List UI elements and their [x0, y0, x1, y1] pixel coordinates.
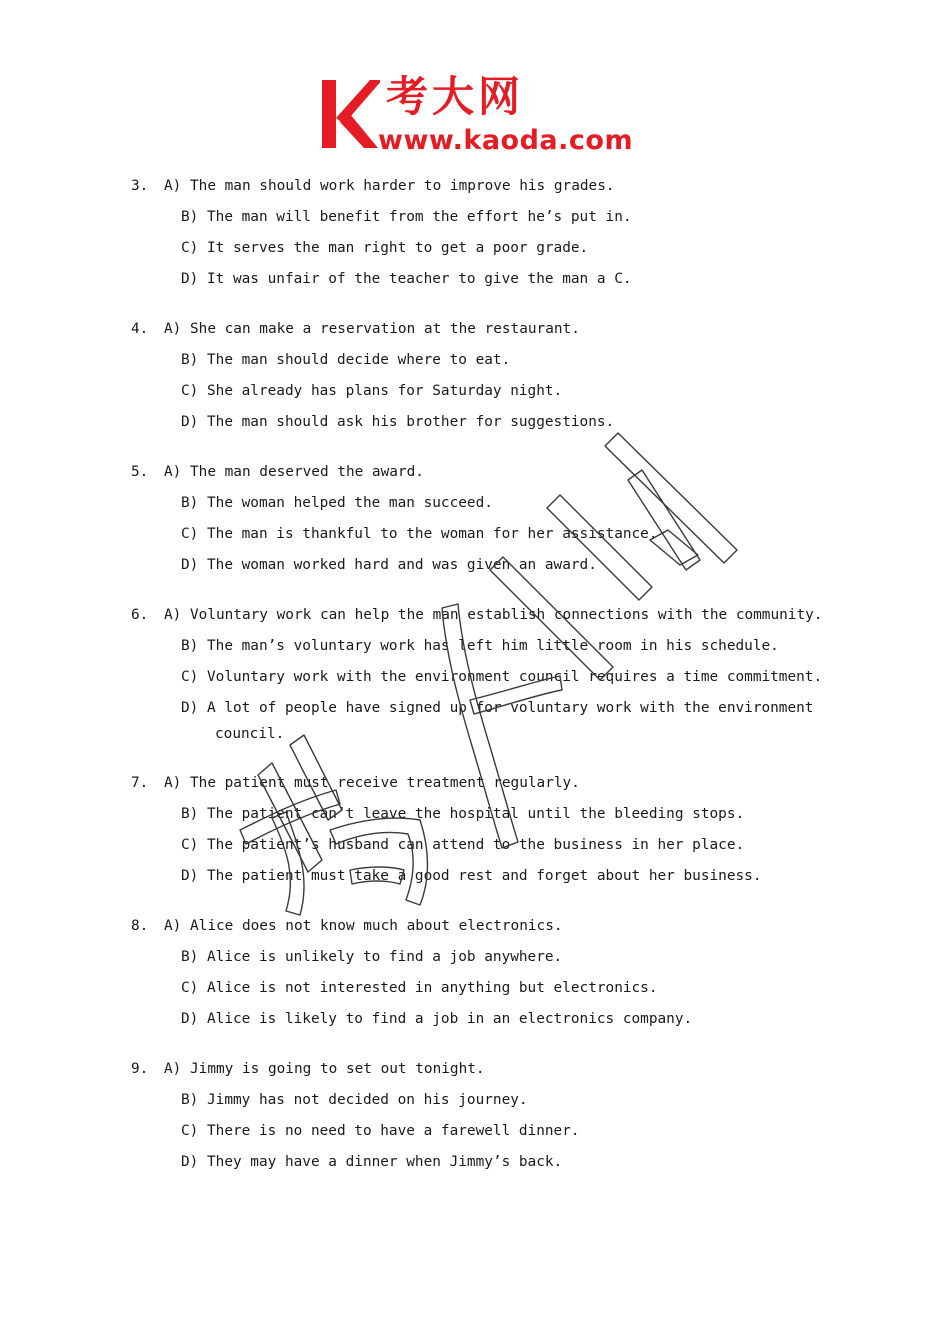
question-number: 7.: [131, 775, 149, 791]
option-d: D) They may have a dinner when Jimmy’s back.: [181, 1154, 563, 1170]
question-number: 8.: [131, 918, 149, 934]
question-number: 4.: [131, 321, 149, 337]
option-a: A) The man deserved the award.: [164, 464, 424, 480]
option-c: C) There is no need to have a farewell dinner.: [181, 1123, 580, 1139]
site-logo: [320, 72, 640, 160]
option-a: A) Jimmy is going to set out tonight.: [164, 1061, 485, 1077]
question-number: 9.: [131, 1061, 149, 1077]
question-number: 5.: [131, 464, 149, 480]
option-c: C) It serves the man right to get a poor grade.: [181, 240, 589, 256]
option-b: B) Alice is unlikely to find a job anywhere.: [181, 949, 563, 965]
option-b: B) The man will benefit from the effort he’s put in.: [181, 209, 632, 225]
option-b: B) The woman helped the man succeed.: [181, 495, 493, 511]
option-d: D) It was unfair of the teacher to give the man a C.: [181, 271, 632, 287]
option-a: A) Voluntary work can help the man establish connections with the community.: [164, 607, 823, 623]
option-b: B) The patient can’t leave the hospital until the bleeding stops.: [181, 806, 745, 822]
option-c: C) She already has plans for Saturday night.: [181, 383, 563, 399]
option-d: D) A lot of people have signed up for voluntary work with the environment: [181, 700, 814, 716]
question-number: 3.: [131, 178, 149, 194]
logo-url-text: www.kaoda.com: [378, 125, 634, 156]
option-a: A) Alice does not know much about electronics.: [164, 918, 563, 934]
option-d: D) Alice is likely to find a job in an electronics company.: [181, 1011, 693, 1027]
option-b: B) The man should decide where to eat.: [181, 352, 511, 368]
question-number: 6.: [131, 607, 149, 623]
option-c: C) Voluntary work with the environment council requires a time commitment.: [181, 669, 823, 685]
option-a: A) She can make a reservation at the restaurant.: [164, 321, 580, 337]
option-b: B) Jimmy has not decided on his journey.: [181, 1092, 528, 1108]
logo-k-icon: [320, 78, 380, 150]
option-c: C) Alice is not interested in anything but electronics.: [181, 980, 658, 996]
option-a: A) The man should work harder to improve his grades.: [164, 178, 615, 194]
option-b: B) The man’s voluntary work has left him little room in his schedule.: [181, 638, 779, 654]
option-a: A) The patient must receive treatment regularly.: [164, 775, 580, 791]
option-d: D) The man should ask his brother for suggestions.: [181, 414, 615, 430]
option-c: C) The man is thankful to the woman for her assistance.: [181, 526, 658, 542]
option-d: D) The patient must take a good rest and forget about her business.: [181, 868, 762, 884]
option-d-continuation: council.: [215, 726, 285, 742]
logo-chinese-text: 考大网: [386, 72, 525, 121]
option-d: D) The woman worked hard and was given an award.: [181, 557, 597, 573]
option-c: C) The patient’s husband can attend to the business in her place.: [181, 837, 745, 853]
